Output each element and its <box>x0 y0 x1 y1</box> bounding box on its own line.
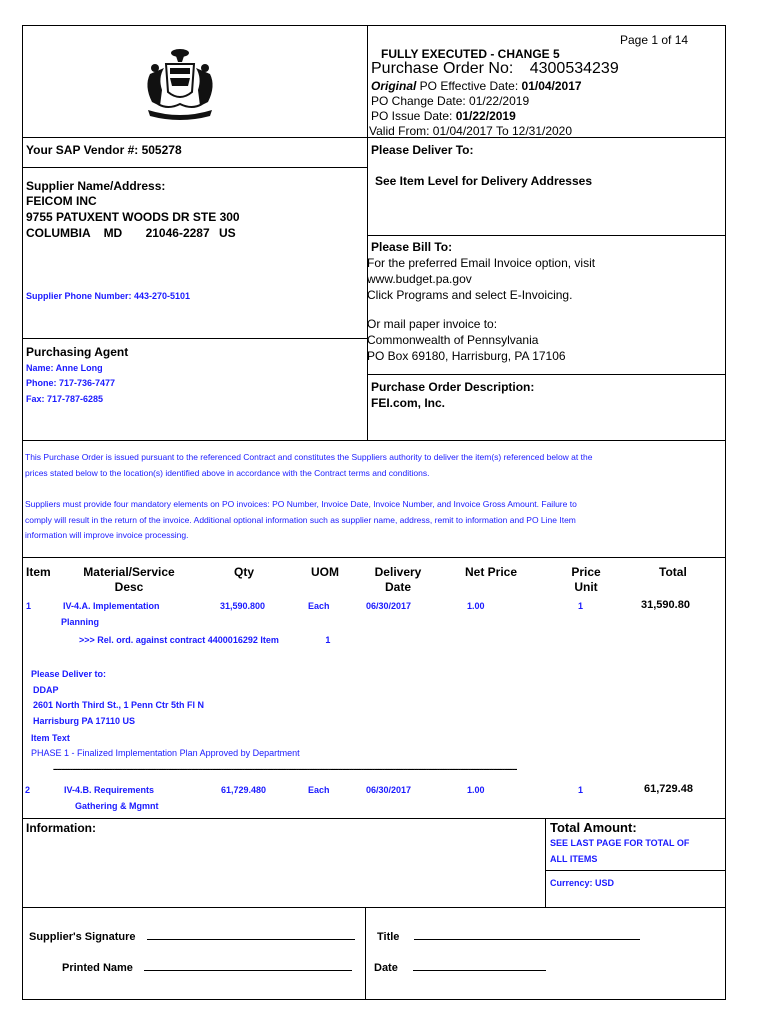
row1-total: 31,590.80 <box>641 599 690 611</box>
row2-desc-line2: Gathering & Mgmnt <box>75 801 159 811</box>
row2-price-unit: 1 <box>578 785 584 795</box>
row2-qty: 61,729.480 <box>221 785 267 795</box>
rule-desc-top <box>367 374 726 375</box>
po-issue-date-line <box>371 109 516 123</box>
supplier-city: COLUMBIA <box>26 226 91 240</box>
row1-item: 1 <box>26 601 32 611</box>
printed-name-field[interactable] <box>62 960 352 974</box>
date-label: Date <box>374 962 398 974</box>
notice-p2-line3: information will improve invoice processing. <box>25 530 189 540</box>
title-label: Title <box>377 931 400 943</box>
purchasing-agent-title: Purchasing Agent <box>26 345 129 359</box>
supplier-signature-field[interactable] <box>29 929 355 943</box>
rule-footer-top <box>22 818 726 819</box>
printed-name-label: Printed Name <box>62 962 133 974</box>
signature-divider <box>365 907 366 1000</box>
col-material-header-line1: Material/Service <box>83 565 175 579</box>
row1-qty: 31,590.800 <box>220 601 266 611</box>
pennsylvania-seal <box>140 44 220 124</box>
col-price-unit-header-line1: Price <box>571 565 601 579</box>
notice-p2-line2: comply will result in the return of the invoice. Additional optional information such as supplier name, address, remit to information and PO Line Item <box>25 515 576 525</box>
row2-delivery-date: 06/30/2017 <box>366 785 412 795</box>
date-field[interactable] <box>374 960 546 974</box>
col-price-unit-header <box>562 565 610 594</box>
item-separator: ----------------------------------------------------------------------------------------------------------------------------------------------------------------------------------------------------------------------------- <box>53 764 517 774</box>
deliver-to-text: See Item Level for Delivery Addresses <box>375 174 592 188</box>
col-uom-header: UOM <box>311 565 339 579</box>
po-change-date: PO Change Date: 01/22/2019 <box>371 94 530 108</box>
rule-agent-top <box>22 338 368 339</box>
po-description-text: FEI.com, Inc. <box>371 396 446 410</box>
po-number: 4300534239 <box>529 60 619 77</box>
col-item-header: Item <box>26 565 51 579</box>
rule-signature-top <box>22 907 726 908</box>
supplier-name: FEICOM INC <box>26 194 97 208</box>
signature-line[interactable] <box>147 929 355 940</box>
notice-p1-line2: prices stated below to the location(s) identified above in accordance with the Contract terms and conditions. <box>25 468 430 478</box>
bill-line-4: Or mail paper invoice to: <box>367 317 498 331</box>
supplier-city-line <box>26 226 236 240</box>
deliver-to-title: Please Deliver To: <box>371 143 474 157</box>
bill-line-2: www.budget.pa.gov <box>367 272 472 286</box>
agent-phone: Phone: 717-736-7477 <box>26 378 116 388</box>
row1-net-price: 1.00 <box>467 601 485 611</box>
page-number: Page 1 of 14 <box>620 33 689 47</box>
item-text: PHASE 1 - Finalized Implementation Plan Approved by Department <box>31 748 300 758</box>
rule-vendor-name <box>22 167 368 168</box>
rule-currency <box>545 870 726 871</box>
row1-desc-line1: IV-4.A. Implementation <box>63 601 160 611</box>
rule-notice-top <box>22 440 726 441</box>
po-number-line <box>371 60 619 78</box>
col-delivery-header-line1: Delivery <box>374 565 422 579</box>
valid-dates: Valid From: 01/04/2017 To 12/31/2020 <box>369 124 573 138</box>
col-net-price-header: Net Price <box>465 565 518 579</box>
notice-p2-line1: Suppliers must provide four mandatory elements on PO invoices: PO Number, Invoice Date, Invoice Number, and Invoice Gross Amount. Failure to <box>25 499 577 509</box>
issue-date: 01/22/2019 <box>455 109 516 123</box>
supplier-state: MD <box>103 226 123 240</box>
original-label: Original <box>371 79 417 93</box>
currency: Currency: USD <box>550 878 615 888</box>
issue-label: PO Issue Date: <box>371 109 456 123</box>
effective-label: PO Effective Date: <box>416 79 522 93</box>
item-deliver-city: Harrisburg PA 17110 US <box>33 716 136 726</box>
row1-delivery-date: 06/30/2017 <box>366 601 412 611</box>
col-material-header-line2: Desc <box>114 580 144 594</box>
release-order-line <box>79 635 330 645</box>
supplier-phone: Supplier Phone Number: 443-270-5101 <box>26 291 191 301</box>
supplier-street: 9755 PATUXENT WOODS DR STE 300 <box>26 210 240 224</box>
col-delivery-header-line2: Date <box>384 580 411 594</box>
supplier-country: US <box>218 226 236 240</box>
row2-net-price: 1.00 <box>467 785 485 795</box>
row2-desc-line1: IV-4.B. Requirements <box>64 785 155 795</box>
po-status: FULLY EXECUTED - CHANGE 5 <box>381 47 560 61</box>
total-note-line1: SEE LAST PAGE FOR TOTAL OF <box>550 838 690 848</box>
item-text-label: Item Text <box>31 733 70 743</box>
col-qty-header: Qty <box>234 565 255 579</box>
po-number-label: Purchase Order No: <box>371 60 514 77</box>
release-order-text: >>> Rel. ord. against contract 4400016292 Item <box>79 635 279 645</box>
row2-uom: Each <box>308 785 330 795</box>
release-order-item: 1 <box>325 635 331 645</box>
row1-desc-line2: Planning <box>61 617 99 627</box>
bill-line-3: Click Programs and select E-Invoicing. <box>367 288 573 302</box>
title-line[interactable] <box>414 929 640 940</box>
signature-label: Supplier's Signature <box>29 931 136 943</box>
information-label: Information: <box>26 821 96 835</box>
total-note-line2: ALL ITEMS <box>550 854 598 864</box>
po-frame <box>22 25 726 1000</box>
bill-line-1: For the preferred Email Invoice option, visit <box>367 256 596 270</box>
total-amount-label: Total Amount: <box>550 820 637 835</box>
agent-name: Name: Anne Long <box>26 363 103 373</box>
agent-fax: Fax: 717-787-6285 <box>26 394 104 404</box>
row1-price-unit: 1 <box>578 601 584 611</box>
bill-line-5: Commonwealth of Pennsylvania <box>367 333 539 347</box>
notice-p1-line1: This Purchase Order is issued pursuant to the referenced Contract and constitutes the Suppliers authority to deliver the item(s) referenced below at the <box>25 452 593 462</box>
top-divider <box>367 25 368 440</box>
date-line[interactable] <box>413 960 546 971</box>
col-total-header: Total <box>659 565 687 579</box>
title-field[interactable] <box>377 929 640 943</box>
supplier-zip: 21046-2287 <box>145 226 210 240</box>
supplier-name-label: Supplier Name/Address: <box>26 179 166 193</box>
rule-bill-top <box>367 235 726 236</box>
col-delivery-header <box>366 565 430 594</box>
total-divider <box>545 818 546 907</box>
sap-vendor-number: Your SAP Vendor #: 505278 <box>26 143 182 157</box>
po-description-title: Purchase Order Description: <box>371 380 535 394</box>
col-price-unit-header-line2: Unit <box>574 580 598 594</box>
original-effective-date <box>371 79 582 93</box>
effective-date: 01/04/2017 <box>521 79 582 93</box>
item-deliver-street: 2601 North Third St., 1 Penn Ctr 5th Fl N <box>33 700 205 710</box>
row2-total: 61,729.48 <box>644 783 693 795</box>
row2-item: 2 <box>25 785 31 795</box>
row1-uom: Each <box>308 601 330 611</box>
printed-name-line[interactable] <box>144 960 352 971</box>
item-deliver-name: DDAP <box>33 685 59 695</box>
bill-to-title: Please Bill To: <box>371 240 453 254</box>
item-deliver-title: Please Deliver to: <box>31 669 107 679</box>
col-material-header <box>70 565 188 594</box>
rule-table-top <box>22 557 726 558</box>
bill-line-6: PO Box 69180, Harrisburg, PA 17106 <box>367 349 566 363</box>
